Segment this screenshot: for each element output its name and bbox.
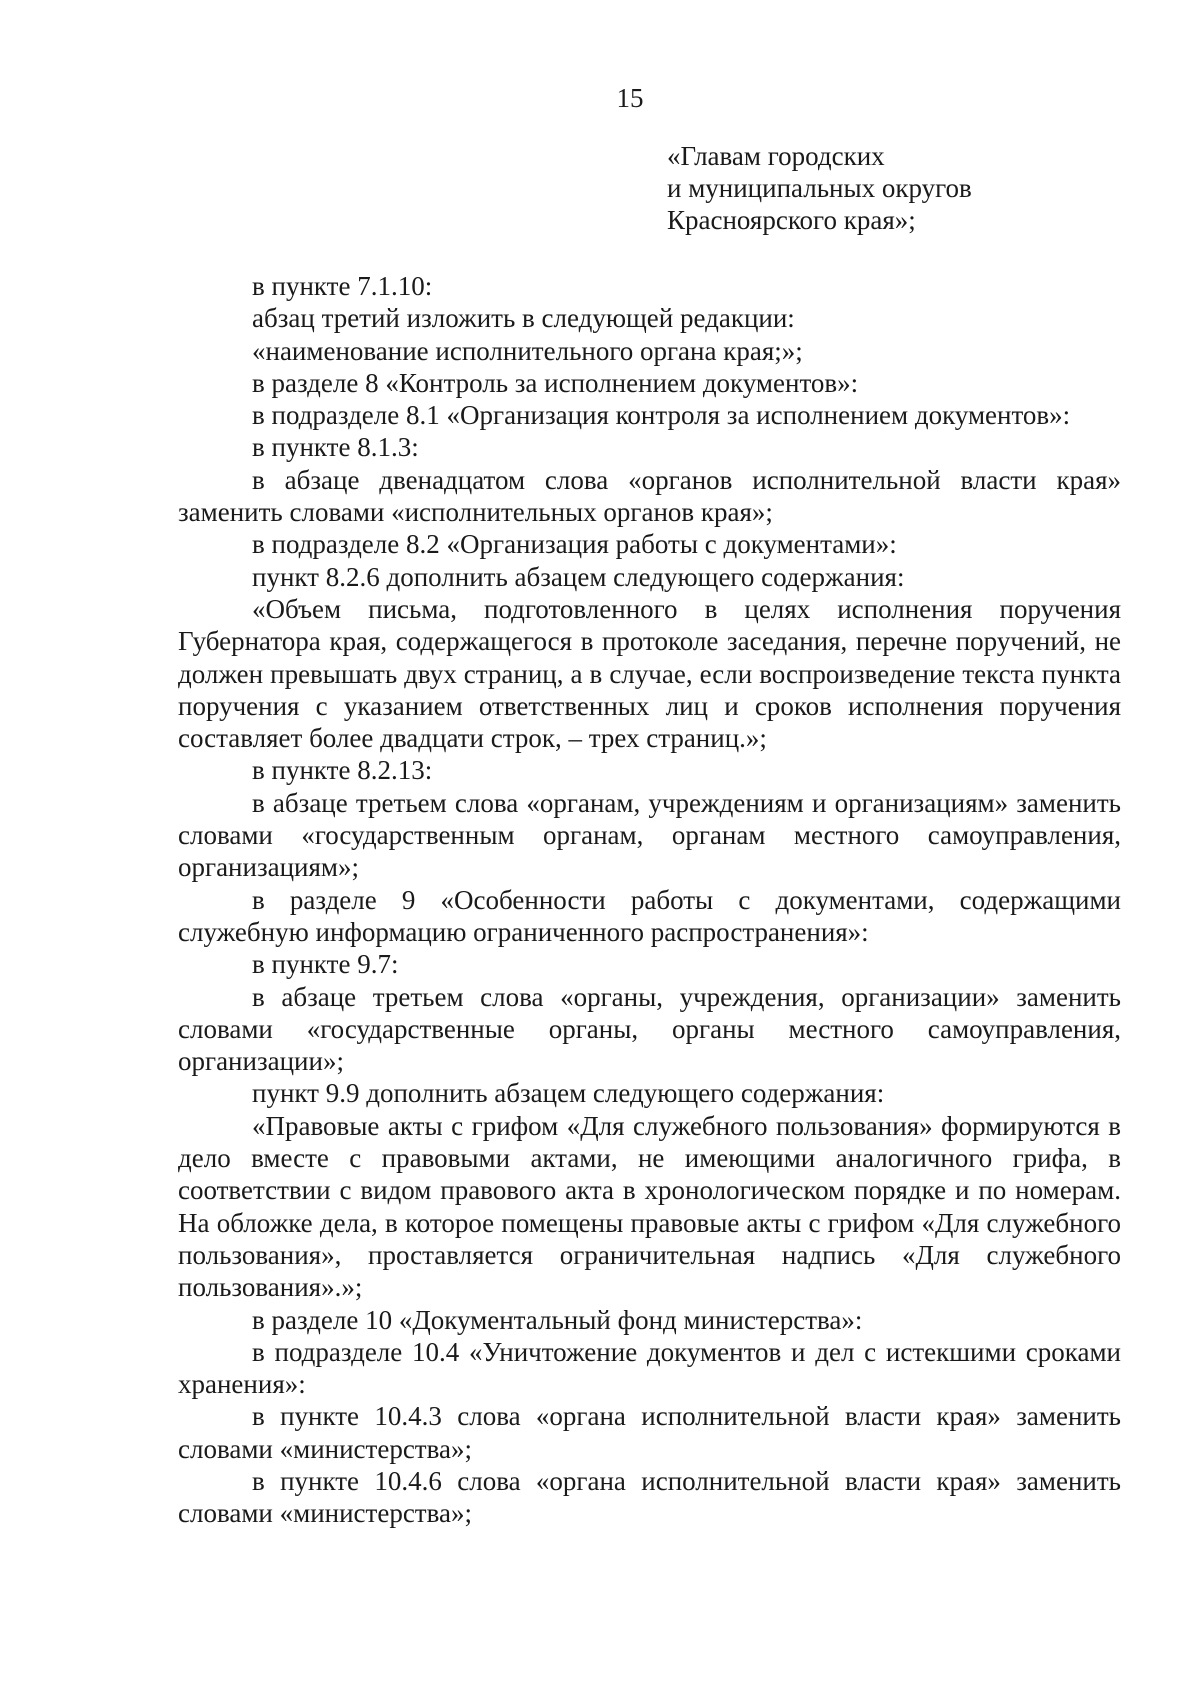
paragraph: в разделе 8 «Контроль за исполнением документов»: (252, 367, 859, 398)
paragraph: «Объем письма, подготовленного в целях исполнения поручения Губернатора края, содержащегося в протоколе заседания, перечне поручений, не должен превышать двух страниц, а в случае, если воспроизведение текста пункта поручения с указанием ответственных лиц и сроков исполнения поручения составляет более двадцати строк, – трех страниц.»; (178, 593, 1121, 754)
paragraph: в подразделе 8.1 «Организация контроля за исполнением документов»: (252, 400, 1071, 431)
paragraph: «наименование исполнительного органа края;»; (252, 335, 803, 366)
paragraph: в пункте 10.4.6 слова «органа исполнительной власти края» заменить словами «министерства»; (178, 1465, 1121, 1529)
paragraph: в пункте 8.2.13: (252, 755, 433, 786)
document-body (178, 270, 1121, 1530)
paragraph: пункт 9.9 дополнить абзацем следующего содержания: (252, 1078, 885, 1109)
paragraph: пункт 8.2.6 дополнить абзацем следующего содержания: (252, 561, 905, 592)
paragraph: в пункте 9.7: (252, 949, 399, 980)
page-number: 15 (616, 83, 644, 113)
paragraph: в подразделе 8.2 «Организация работы с документами»: (252, 529, 897, 560)
paragraph: в подразделе 10.4 «Уничтожение документов и дел с истекшими сроками хранения»: (178, 1336, 1121, 1400)
addressee-line: «Главам городских (667, 141, 885, 171)
paragraph: в пункте 8.1.3: (252, 432, 419, 463)
paragraph: «Правовые акты с грифом «Для служебного пользования» формируются в дело вместе с правовыми актами, не имеющими аналогичного грифа, в соответствии с видом правового акта в хронологическом порядке и по номерам. На обложке дела, в которое помещены правовые акты с грифом «Для служебного пользования», проставляется ограничительная надпись «Для служебного пользования».»; (178, 1110, 1121, 1303)
paragraph: абзац третий изложить в следующей редакции: (252, 303, 795, 334)
paragraph: в пункте 10.4.3 слова «органа исполнительной власти края» заменить словами «министерства»; (178, 1401, 1121, 1464)
paragraph: в пункте 7.1.10: (252, 271, 433, 301)
paragraph: в абзаце двенадцатом слова «органов исполнительной власти края» заменить словами «исполнительных органов края»; (178, 464, 1121, 528)
addressee-line: Красноярского края»; (667, 205, 916, 235)
paragraph: в разделе 10 «Документальный фонд министерства»: (252, 1304, 863, 1335)
paragraph: в разделе 9 «Особенности работы с документами, содержащими служебную информацию ограниченного распространения»: (178, 884, 1121, 947)
addressee-block (667, 140, 972, 236)
paragraph: в абзаце третьем слова «органы, учреждения, организации» заменить словами «государственные органы, органы местного самоуправления, организации»; (178, 981, 1121, 1077)
addressee-line: и муниципальных округов (667, 173, 972, 203)
paragraph: в абзаце третьем слова «органам, учреждениям и организациям» заменить словами «государственным органам, органам местного самоуправления, организациям»; (178, 787, 1121, 883)
